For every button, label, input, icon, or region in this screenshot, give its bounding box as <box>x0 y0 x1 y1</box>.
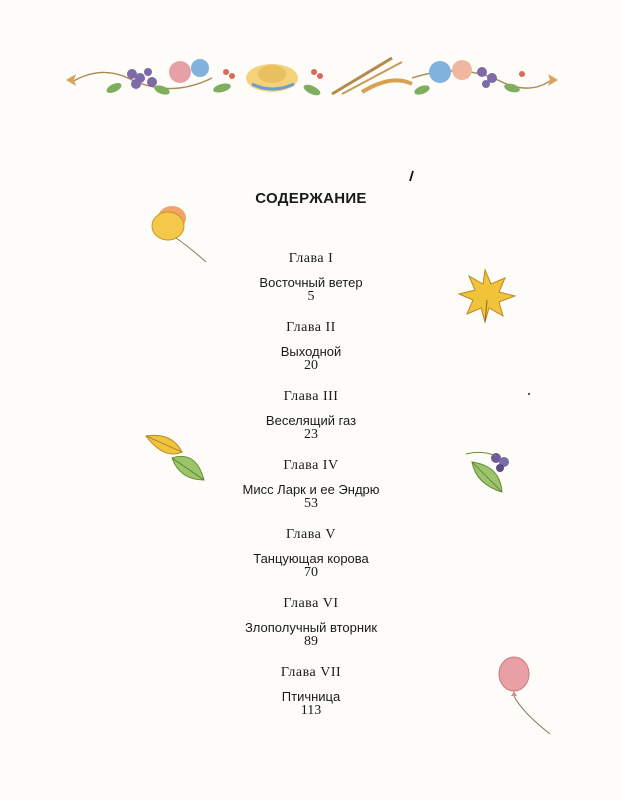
tick-mark <box>408 170 416 182</box>
page-title: СОДЕРЖАНИЕ <box>255 190 367 207</box>
toc-entry-4[interactable] <box>0 458 622 527</box>
chapter-title: Веселящий газ <box>265 413 357 428</box>
chapter-label: Глава II <box>286 320 336 335</box>
chapter-page-number: 70 <box>304 565 318 580</box>
chapter-label: Глава VI <box>283 596 339 611</box>
chapter-title: Танцующая корова <box>253 551 369 566</box>
chapter-label: Глава III <box>283 389 339 404</box>
chapter-label: Глава I <box>288 251 334 266</box>
chapter-title: Злополучный вторник <box>244 620 378 635</box>
floral-banner-illustration <box>62 44 562 114</box>
chapter-title: Выходной <box>280 344 342 359</box>
table-of-contents <box>0 251 622 734</box>
chapter-title: Птичница <box>281 689 341 704</box>
toc-entry-2[interactable] <box>0 320 622 389</box>
toc-entry-1[interactable] <box>0 251 622 320</box>
chapter-page-number: 53 <box>304 496 318 511</box>
chapter-page-number: 20 <box>304 358 318 373</box>
toc-entry-7[interactable] <box>0 665 622 734</box>
toc-entry-6[interactable] <box>0 596 622 665</box>
chapter-title: Восточный ветер <box>259 275 363 290</box>
chapter-title: Мисс Ларк и ее Эндрю <box>242 482 380 497</box>
toc-entry-3[interactable] <box>0 389 622 458</box>
chapter-page-number: 23 <box>304 427 318 442</box>
chapter-label: Глава IV <box>283 458 339 473</box>
chapter-label: Глава V <box>286 527 336 542</box>
chapter-page-number: 89 <box>304 634 318 649</box>
chapter-page-number: 113 <box>300 703 322 718</box>
toc-entry-5[interactable] <box>0 527 622 596</box>
chapter-label: Глава VII <box>280 665 342 680</box>
chapter-page-number: 5 <box>307 289 315 304</box>
